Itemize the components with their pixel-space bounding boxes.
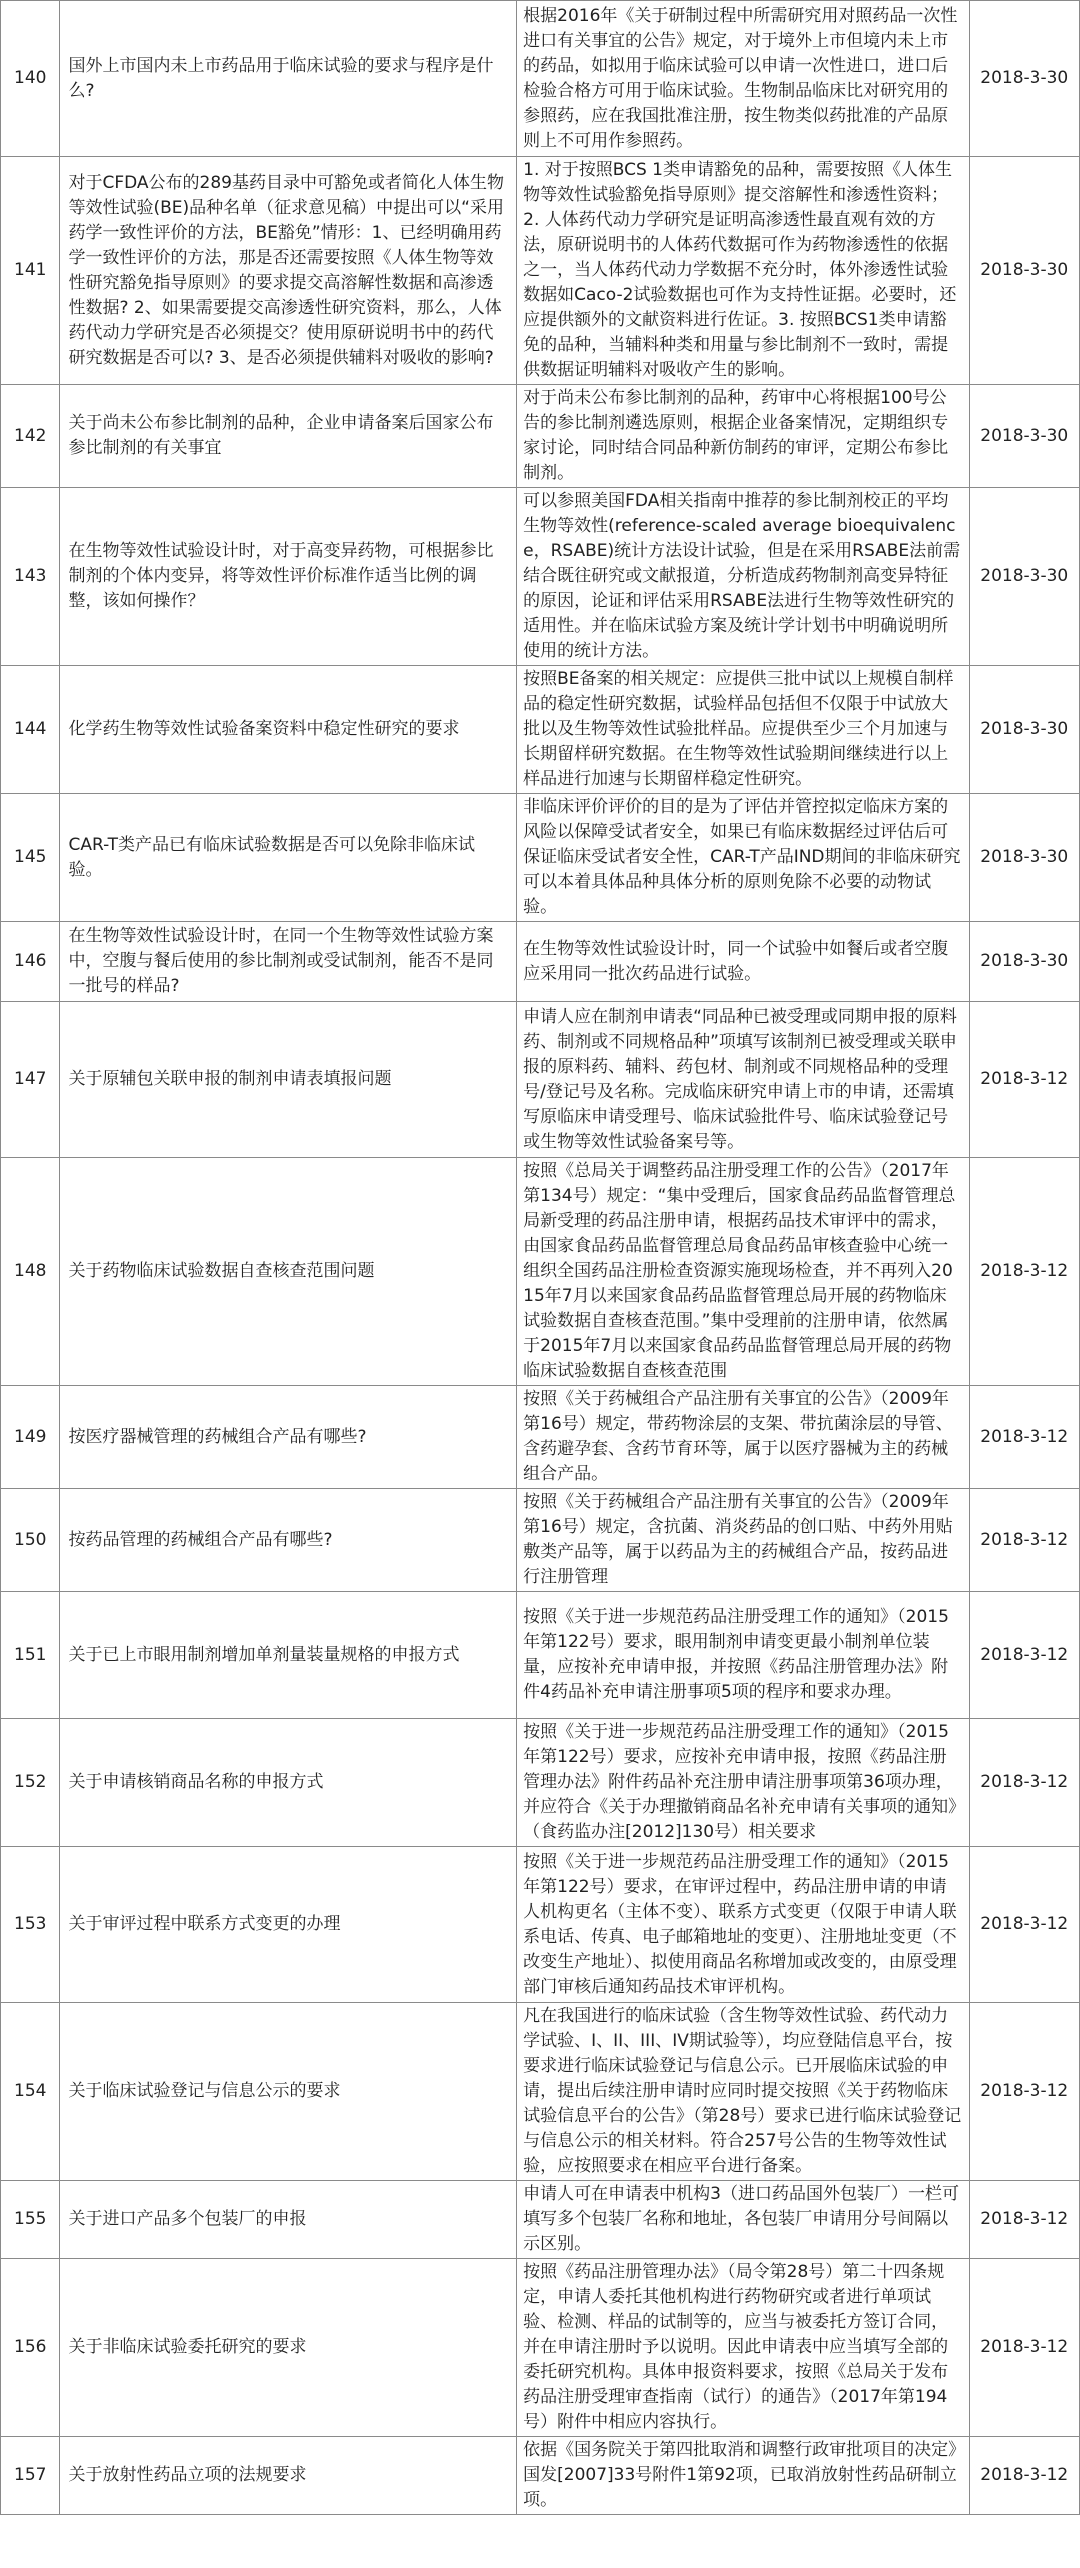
table-row — [1, 1158, 1080, 1386]
row-answer: 按照BE备案的相关规定：应提供三批中试以上规模自制样品的稳定性研究数据，试验样品包括但不仅限于中试放大批以及生物等效性试验批样品。应提供至少三个月加速与长期留样研究数据。在生物等效性试验期间继续进行以上样品进行加速与长期留样稳定性研究。 — [517, 666, 969, 794]
row-answer: 1. 对于按照BCS 1类申请豁免的品种，需要按照《人体生物等效性试验豁免指导原则》提交溶解性和渗透性资料；2. 人体药代动力学研究是证明高渗透性最直观有效的方法，原研说明书的人体药代数据可作为药物渗透性的依据之一，当人体药代动力学数据不充分时，体外渗透性试验数据如Caco-2试验数据也可作为支持性证据。必要时，还应提供额外的文献资料进行佐证。3. 按照BCS1类申请豁免的品种，当辅料种类和用量与参比制剂不一致时，需提供数据证明辅料对吸收产生的影响。 — [517, 157, 969, 385]
table-row — [1, 1489, 1080, 1592]
row-date: 2018-3-12 — [969, 1489, 1079, 1592]
row-question: CAR-T类产品已有临床试验数据是否可以免除非临床试验。 — [60, 794, 517, 922]
table-row — [1, 2181, 1080, 2259]
row-number: 149 — [1, 1386, 60, 1489]
row-question: 关于审评过程中联系方式变更的办理 — [60, 1847, 517, 2003]
row-date: 2018-3-12 — [969, 1158, 1079, 1386]
row-number: 150 — [1, 1489, 60, 1592]
table-row — [1, 1847, 1080, 2003]
row-answer: 非临床评价评价的目的是为了评估并管控拟定临床方案的风险以保障受试者安全，如果已有临床数据经过评估后可保证临床受试者安全性，CAR-T产品IND期间的非临床研究可以本着具体品种具体分析的原则免除不必要的动物试验。 — [517, 794, 969, 922]
row-date: 2018-3-12 — [969, 1386, 1079, 1489]
row-question: 关于申请核销商品名称的申报方式 — [60, 1719, 517, 1847]
row-answer: 按照《关于进一步规范药品注册受理工作的通知》（2015年第122号）要求，眼用制剂申请变更最小制剂单位装量，应按补充申请申报，并按照《药品注册管理办法》附件4药品补充申请注册事项5项的程序和要求办理。 — [517, 1592, 969, 1719]
row-number: 146 — [1, 922, 60, 1002]
row-question: 国外上市国内未上市药品用于临床试验的要求与程序是什么? — [60, 1, 517, 157]
row-number: 142 — [1, 385, 60, 488]
row-number: 155 — [1, 2181, 60, 2259]
row-date: 2018-3-12 — [969, 2003, 1079, 2181]
table-row — [1, 488, 1080, 666]
row-number: 145 — [1, 794, 60, 922]
row-answer: 对于尚未公布参比制剂的品种，药审中心将根据100号公告的参比制剂遴选原则，根据企业备案情况，定期组织专家讨论，同时结合同品种新仿制药的审评，定期公布参比制剂。 — [517, 385, 969, 488]
row-date: 2018-3-30 — [969, 1, 1079, 157]
row-answer: 申请人应在制剂申请表“同品种已被受理或同期申报的原料药、制剂或不同规格品种”项填写该制剂已被受理或关联申报的原料药、辅料、药包材、制剂或不同规格品种的受理号/登记号及名称。完成临床研究申请上市的申请，还需填写原临床申请受理号、临床试验批件号、临床试验登记号或生物等效性试验备案号等。 — [517, 1002, 969, 1158]
row-number: 153 — [1, 1847, 60, 2003]
table-row — [1, 2437, 1080, 2515]
row-question: 关于药物临床试验数据自查核查范围问题 — [60, 1158, 517, 1386]
row-number: 140 — [1, 1, 60, 157]
row-question: 关于临床试验登记与信息公示的要求 — [60, 2003, 517, 2181]
row-question: 关于放射性药品立项的法规要求 — [60, 2437, 517, 2515]
row-number: 144 — [1, 666, 60, 794]
row-question: 关于原辅包关联申报的制剂申请表填报问题 — [60, 1002, 517, 1158]
row-date: 2018-3-30 — [969, 385, 1079, 488]
row-answer: 可以参照美国FDA相关指南中推荐的参比制剂校正的平均生物等效性(reference-scaled average bioequivalence，RSABE)统计方法设计试验，但是在采用RSABE法前需结合既往研究或文献报道，分析造成药物制剂高变异特征的原因，论证和评估采用RSABE法进行生物等效性研究的适用性。并在临床试验方案及统计学计划书中明确说明所使用的统计方法。 — [517, 488, 969, 666]
row-question: 按医疗器械管理的药械组合产品有哪些? — [60, 1386, 517, 1489]
table-row — [1, 2259, 1080, 2437]
row-question: 按药品管理的药械组合产品有哪些? — [60, 1489, 517, 1592]
table-row — [1, 1719, 1080, 1847]
row-answer: 按照《关于进一步规范药品注册受理工作的通知》（2015年第122号）要求，应按补充申请申报，按照《药品注册管理办法》附件药品补充注册申请注册事项第36项办理，并应符合《关于办理撤销商品名补充申请有关事项的通知》（食药监办注[2012]130号）相关要求 — [517, 1719, 969, 1847]
row-question: 关于尚未公布参比制剂的品种，企业申请备案后国家公布参比制剂的有关事宜 — [60, 385, 517, 488]
row-question: 对于CFDA公布的289基药目录中可豁免或者简化人体生物等效性试验(BE)品种名单（征求意见稿）中提出可以“采用药学一致性评价的方法，BE豁免”情形：1、已经明确用药学一致性评价的方法，那是否还需要按照《人体生物等效性研究豁免指导原则》的要求提交高溶解性数据和高渗透性数据? 2、如果需要提交高渗透性研究资料，那么，人体药代动力学研究是否必须提交？使用原研说明书中的药代研究数据是否可以? 3、是否必须提供辅料对吸收的影响? — [60, 157, 517, 385]
row-answer: 按照《关于药械组合产品注册有关事宜的公告》（2009年第16号）规定，含抗菌、消炎药品的创口贴、中药外用贴敷类产品等，属于以药品为主的药械组合产品，按药品进行注册管理 — [517, 1489, 969, 1592]
table-row — [1, 385, 1080, 488]
row-number: 157 — [1, 2437, 60, 2515]
row-date: 2018-3-12 — [969, 2259, 1079, 2437]
row-date: 2018-3-12 — [969, 1592, 1079, 1719]
row-number: 152 — [1, 1719, 60, 1847]
row-number: 141 — [1, 157, 60, 385]
row-question: 关于已上市眼用制剂增加单剂量装量规格的申报方式 — [60, 1592, 517, 1719]
row-date: 2018-3-12 — [969, 2181, 1079, 2259]
row-date: 2018-3-30 — [969, 666, 1079, 794]
row-number: 151 — [1, 1592, 60, 1719]
table-row — [1, 157, 1080, 385]
table-row — [1, 2003, 1080, 2181]
table-row — [1, 1002, 1080, 1158]
row-answer: 依据《国务院关于第四批取消和调整行政审批项目的决定》国发[2007]33号附件1第92项，已取消放射性药品研制立项。 — [517, 2437, 969, 2515]
row-question: 在生物等效性试验设计时，在同一个生物等效性试验方案中，空腹与餐后使用的参比制剂或受试制剂，能否不是同一批号的样品? — [60, 922, 517, 1002]
row-answer: 按照《总局关于调整药品注册受理工作的公告》（2017年第134号）规定：“集中受理后，国家食品药品监督管理总局新受理的药品注册申请，根据药品技术审评中的需求，由国家食品药品监督管理总局食品药品审核查验中心统一组织全国药品注册检查资源实施现场检查，并不再列入2015年7月以来国家食品药品监督管理总局开展的药物临床试验数据自查核查范围。”集中受理前的注册申请，依然属于2015年7月以来国家食品药品监督管理总局开展的药物临床试验数据自查核查范围 — [517, 1158, 969, 1386]
row-date: 2018-3-30 — [969, 794, 1079, 922]
row-number: 143 — [1, 488, 60, 666]
row-date: 2018-3-12 — [969, 1002, 1079, 1158]
row-question: 关于进口产品多个包装厂的申报 — [60, 2181, 517, 2259]
row-answer: 按照《关于药械组合产品注册有关事宜的公告》（2009年第16号）规定，带药物涂层的支架、带抗菌涂层的导管、含药避孕套、含药节育环等，属于以医疗器械为主的药械组合产品。 — [517, 1386, 969, 1489]
row-question: 化学药生物等效性试验备案资料中稳定性研究的要求 — [60, 666, 517, 794]
row-answer: 按照《药品注册管理办法》（局令第28号）第二十四条规定，申请人委托其他机构进行药物研究或者进行单项试验、检测、样品的试制等的，应当与被委托方签订合同，并在申请注册时予以说明。因此申请表中应当填写全部的委托研究机构。具体申报资料要求，按照《总局关于发布药品注册受理审查指南（试行）的通告》（2017年第194号）附件中相应内容执行。 — [517, 2259, 969, 2437]
row-answer: 根据2016年《关于研制过程中所需研究用对照药品一次性进口有关事宜的公告》规定，对于境外上市但境内未上市的药品，如拟用于临床试验可以申请一次性进口，进口后检验合格方可用于临床试验。生物制品临床比对研究用的参照药，应在我国批准注册，按生物类似药批准的产品原则上不可用作参照药。 — [517, 1, 969, 157]
table-row — [1, 1, 1080, 157]
row-number: 147 — [1, 1002, 60, 1158]
faq-table-body — [1, 1, 1080, 2515]
table-row — [1, 794, 1080, 922]
table-row — [1, 1592, 1080, 1719]
row-answer: 在生物等效性试验设计时，同一个试验中如餐后或者空腹应采用同一批次药品进行试验。 — [517, 922, 969, 1002]
row-number: 154 — [1, 2003, 60, 2181]
row-date: 2018-3-30 — [969, 157, 1079, 385]
row-answer: 申请人可在申请表中机构3（进口药品国外包装厂）一栏可填写多个包装厂名称和地址，各包装厂申请用分号间隔以示区别。 — [517, 2181, 969, 2259]
row-question: 关于非临床试验委托研究的要求 — [60, 2259, 517, 2437]
row-date: 2018-3-12 — [969, 1847, 1079, 2003]
row-date: 2018-3-12 — [969, 2437, 1079, 2515]
row-answer: 按照《关于进一步规范药品注册受理工作的通知》（2015年第122号）要求，在审评过程中，药品注册申请的申请人机构更名（主体不变）、联系方式变更（仅限于申请人联系电话、传真、电子邮箱地址的变更）、注册地址变更（不改变生产地址）、拟使用商品名称增加或改变的，由原受理部门审核后通知药品技术审评机构。 — [517, 1847, 969, 2003]
row-number: 148 — [1, 1158, 60, 1386]
table-row — [1, 666, 1080, 794]
row-number: 156 — [1, 2259, 60, 2437]
row-answer: 凡在我国进行的临床试验（含生物等效性试验、药代动力学试验、I、II、III、IV期试验等），均应登陆信息平台，按要求进行临床试验登记与信息公示。已开展临床试验的申请，提出后续注册申请时应同时提交按照《关于药物临床试验信息平台的公告》（第28号）要求已进行临床试验登记与信息公示的相关材料。符合257号公告的生物等效性试验，应按照要求在相应平台进行备案。 — [517, 2003, 969, 2181]
table-row — [1, 1386, 1080, 1489]
table-row — [1, 922, 1080, 1002]
row-question: 在生物等效性试验设计时，对于高变异药物，可根据参比制剂的个体内变异，将等效性评价标准作适当比例的调整，该如何操作？ — [60, 488, 517, 666]
row-date: 2018-3-30 — [969, 922, 1079, 1002]
row-date: 2018-3-30 — [969, 488, 1079, 666]
row-date: 2018-3-12 — [969, 1719, 1079, 1847]
